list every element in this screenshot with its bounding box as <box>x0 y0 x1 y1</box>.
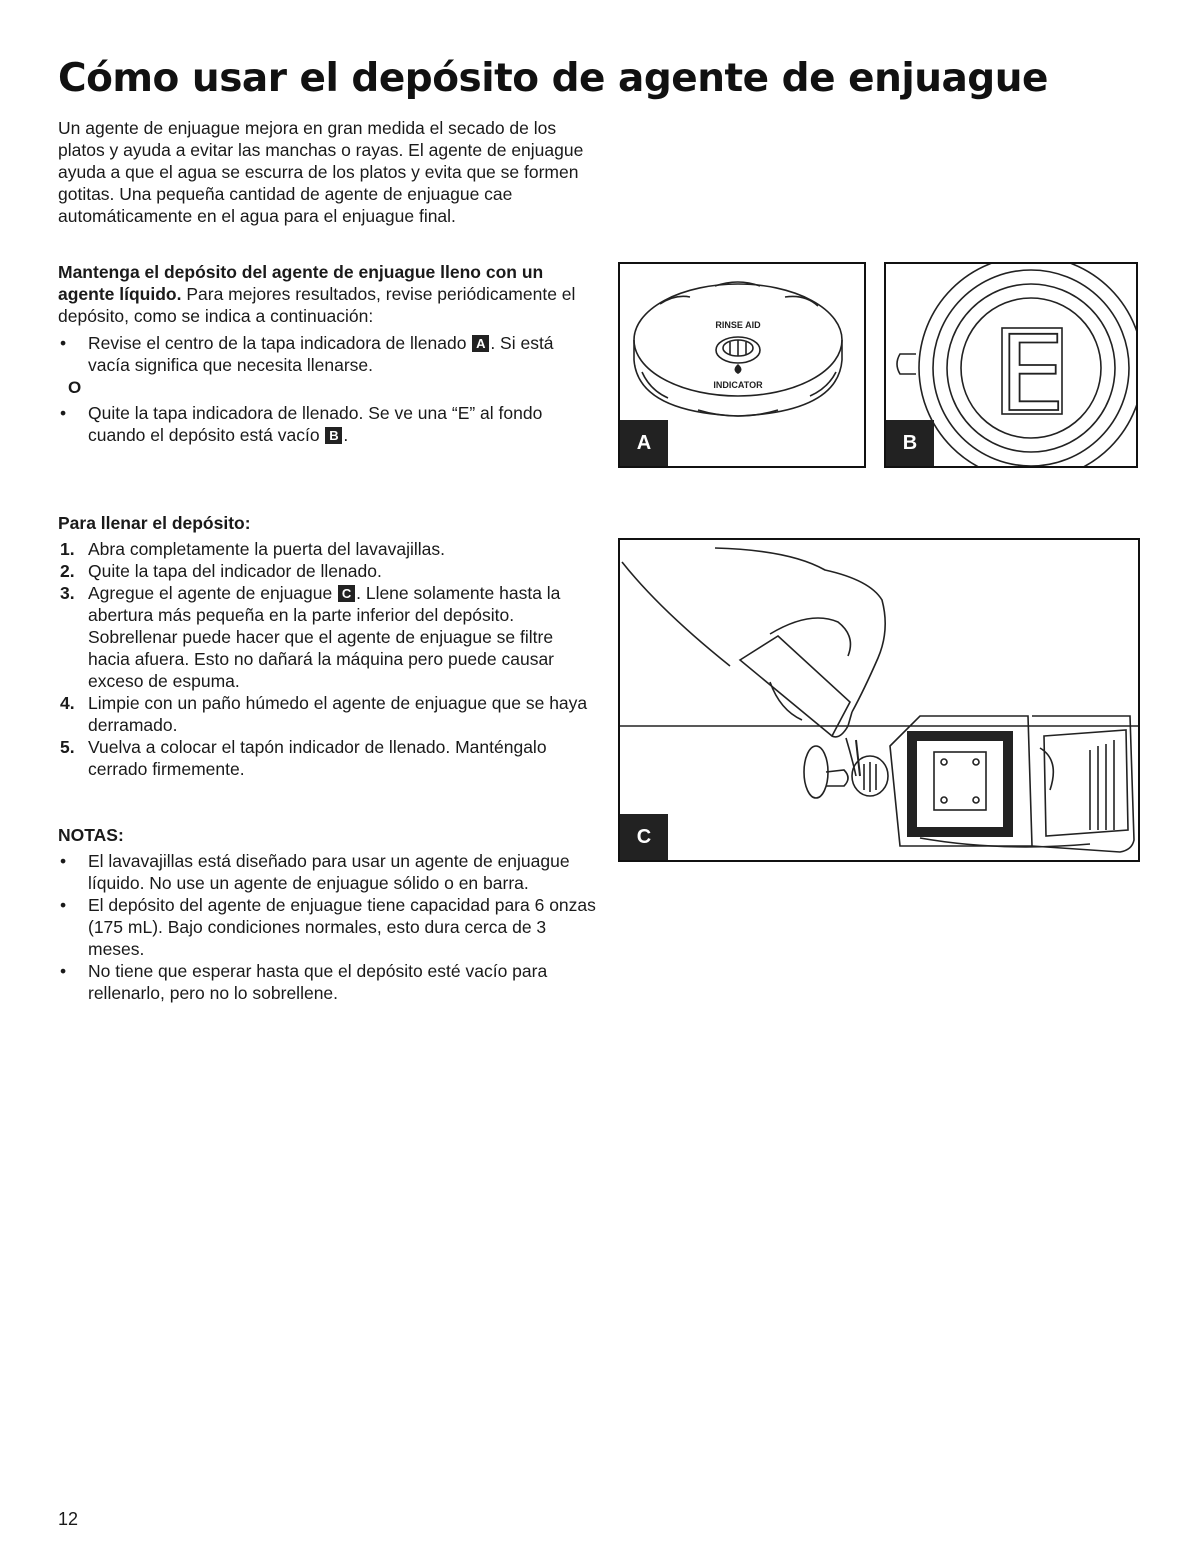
check-paragraph <box>58 261 598 327</box>
step-number: 1. <box>60 539 75 559</box>
fill-heading: Para llenar el depósito: <box>58 513 251 533</box>
step-text: . Llene solamente hasta la abertura más pequeña en la parte inferior del depósito. Sobrellenar puede hacer que el agente de enjuague se filtre hacia afuera. Esto no dañará la máquina pero puede causar exceso de espuma. <box>88 583 561 691</box>
ref-badge-a: A <box>472 335 489 352</box>
empty-letter-e: E <box>999 313 1065 435</box>
intro-paragraph: Un agente de enjuague mejora en gran medida el secado de los platos y ayuda a evitar las manchas o rayas. El agente de enjuague ayuda a que el agua se escurra de los platos y evita que se formen gotitas. Una pequeña cantidad de agente de enjuague cae automáticamente en el agua para el enjuague final. <box>58 118 584 226</box>
step-number: 5. <box>60 737 75 757</box>
fill-step-3 <box>58 582 598 692</box>
bullet-2-text: Quite la tapa indicadora de llenado. Se ve una “E” al fondo cuando el depósito está vacío <box>88 403 543 445</box>
page-number: 12 <box>58 1509 79 1529</box>
bullet-1-end: . Si está vacía significa que necesita llenarse. <box>88 333 554 375</box>
ref-badge-c: C <box>338 585 355 602</box>
cap-label-top: RINSE AID <box>715 320 761 330</box>
intro-section <box>58 117 598 232</box>
step-text: Quite la tapa del indicador de llenado. <box>88 561 382 581</box>
fill-step-5 <box>58 736 598 780</box>
figure-a-label: A <box>620 420 668 466</box>
cap-label-bottom: INDICATOR <box>713 380 763 390</box>
ref-badge-b: B <box>325 427 342 444</box>
check-text: Para mejores resultados, revise periódicamente el depósito, como se indica a continuación: <box>58 284 576 326</box>
step-number: 4. <box>60 693 75 713</box>
page-title: Cómo usar el depósito de agente de enjuague <box>58 56 1048 101</box>
check-bullet-2 <box>58 402 598 446</box>
step-text: Agregue el agente de enjuague <box>88 583 338 603</box>
figure-c-label: C <box>620 814 668 860</box>
step-number: 2. <box>60 561 75 581</box>
notes-section <box>58 824 598 1004</box>
step-number: 3. <box>60 583 75 603</box>
step-text: Vuelva a colocar el tapón indicador de llenado. Manténgalo cerrado firmemente. <box>88 737 547 779</box>
notes-heading: NOTAS: <box>58 825 124 845</box>
fill-step-4 <box>58 692 598 736</box>
note-item-3: • No tiene que esperar hasta que el depósito esté vacío para rellenarlo, pero no lo sobrellene. <box>58 960 598 1004</box>
note-item-2: • El depósito del agente de enjuague tiene capacidad para 6 onzas (175 mL). Bajo condiciones normales, esto dura cerca de 3 meses. <box>58 894 598 960</box>
fill-section <box>58 512 598 780</box>
note-item-1: • El lavavajillas está diseñado para usar un agente de enjuague líquido. No use un agente de enjuague sólido o en barra. <box>58 850 598 894</box>
figure-c <box>618 538 1140 862</box>
bullet-1-text: Revise el centro de la tapa indicadora de llenado <box>88 333 472 353</box>
figure-b-label: B <box>886 420 934 466</box>
step-text: Limpie con un paño húmedo el agente de enjuague que se haya derramado. <box>88 693 588 735</box>
step-text: Abra completamente la puerta del lavavajillas. <box>88 539 445 559</box>
figure-b <box>884 262 1138 468</box>
check-bullet-1 <box>58 332 598 376</box>
or-separator: O <box>68 378 82 397</box>
fill-step-1 <box>58 538 598 560</box>
figure-a <box>618 262 866 468</box>
bullet-2-end: . <box>343 425 349 445</box>
check-bold-text: Mantenga el depósito del agente de enjuague lleno con un agente líquido. <box>58 262 544 304</box>
fill-step-2 <box>58 560 598 582</box>
pouring-rinse-aid-illustration <box>620 540 1138 860</box>
check-section <box>58 261 598 446</box>
